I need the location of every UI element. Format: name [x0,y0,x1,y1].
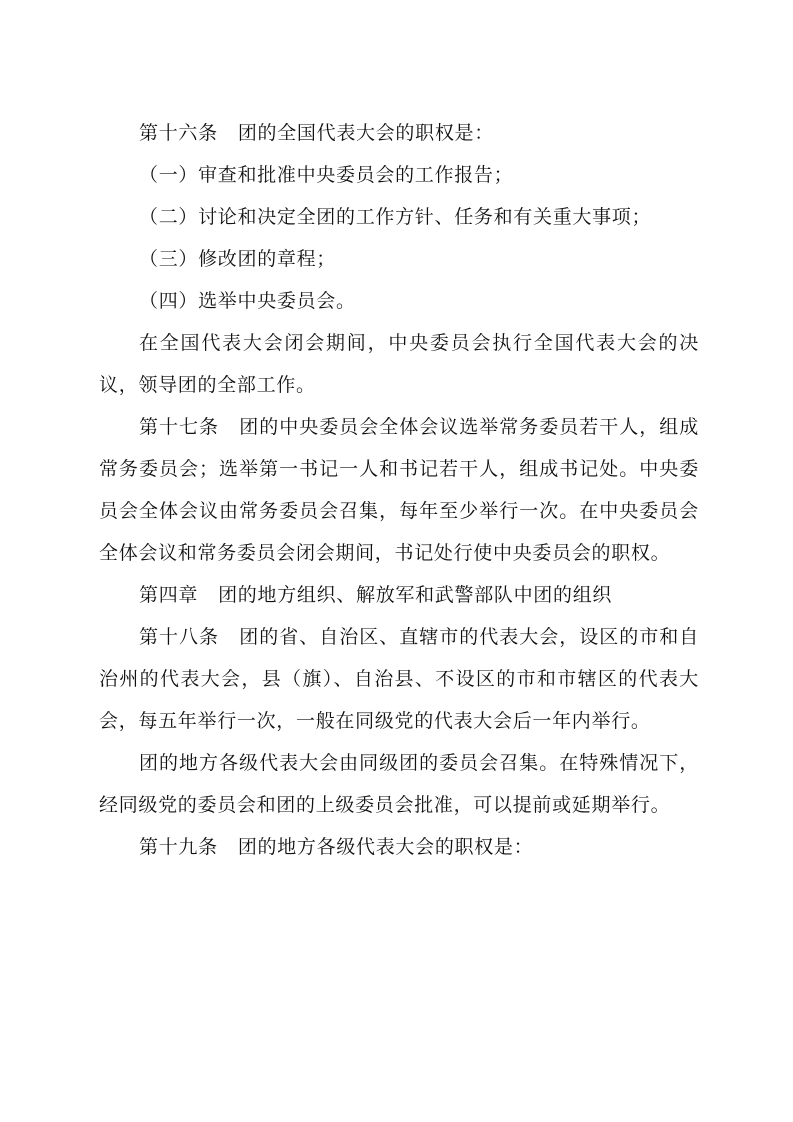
article-18-second-paragraph: 团的地方各级代表大会由同级团的委员会召集。在特殊情况下，经同级党的委员会和团的上级委员会批准，可以提前或延期举行。 [99,752,699,816]
chapter-4-heading [99,574,699,616]
article-19-text: 团的地方各级代表大会的职权是： [237,836,534,858]
article-17 [99,406,699,574]
article-16-item-1: （一）审查和批准中央委员会的工作报告； [139,164,514,186]
chapter-4-label: 第四章 [139,584,199,606]
article-18-text: 团的省、自治区、直辖市的代表大会，设区的市和自治州的代表大会，县（旗）、自治县、不设区的市和市辖区的代表大会，每五年举行一次，一般在同级党的代表大会后一年内举行。 [99,626,699,732]
article-16-closing: 在全国代表大会闭会期间，中央委员会执行全国代表大会的决议，领导团的全部工作。 [99,332,699,396]
article-19 [99,826,699,868]
chapter-4-title: 团的地方组织、解放军和武警部队中团的组织 [218,584,613,606]
document-body [99,112,699,868]
article-18 [99,616,699,742]
article-17-label: 第十七条 [139,416,219,438]
article-16-item-3: （三）修改团的章程； [139,248,337,270]
article-19-label: 第十九条 [139,836,218,858]
article-18-label: 第十八条 [139,626,219,648]
article-17-text: 团的中央委员会全体会议选举常务委员若干人，组成常务委员会；选举第一书记一人和书记若干人，组成书记处。中央委员会全体会议由常务委员会召集，每年至少举行一次。在中央委员会全体会议和常务委员会闭会期间，书记处行使中央委员会的职权。 [99,416,699,564]
article-16-item-2: （二）讨论和决定全团的工作方针、任务和有关重大事项； [139,206,652,228]
article-16-item-4: （四）选举中央委员会。 [139,290,356,312]
article-16-text: 团的全国代表大会的职权是： [237,122,494,144]
article-16-label: 第十六条 [139,122,218,144]
article-16-heading [99,112,699,154]
